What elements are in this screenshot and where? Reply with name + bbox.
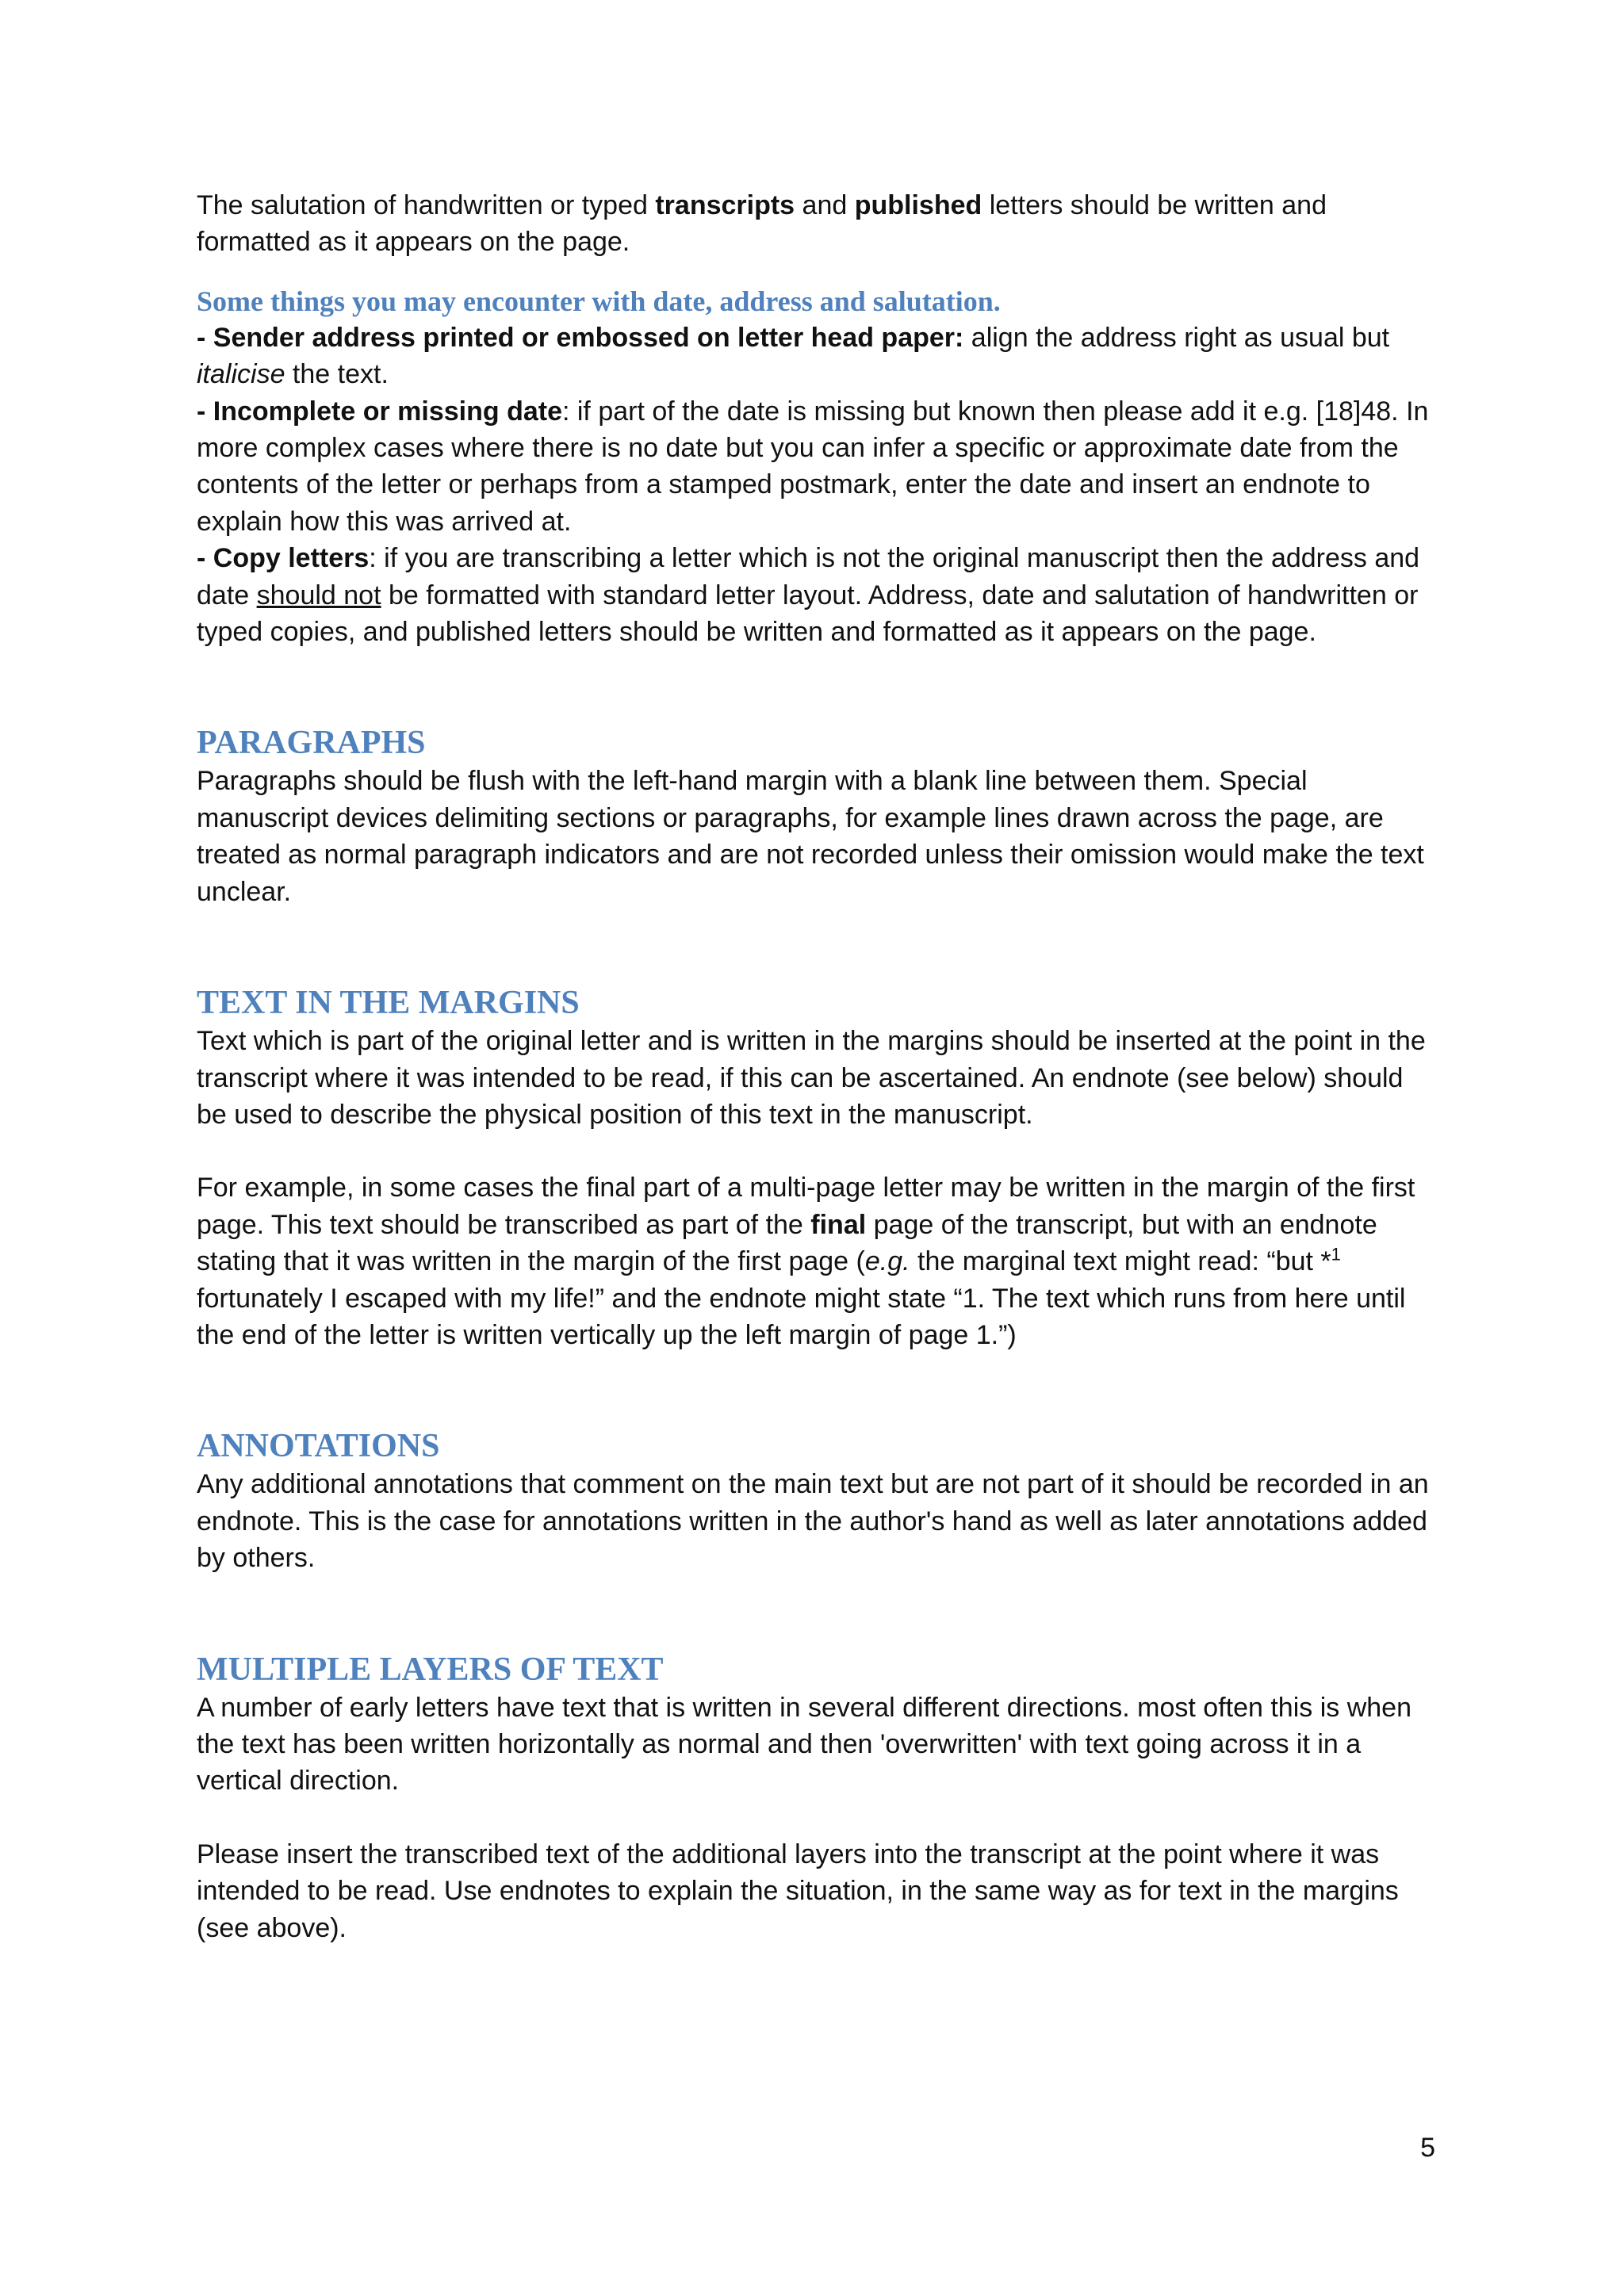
sender-address-text-end: the text. — [285, 359, 389, 390]
published-term: published — [854, 190, 982, 220]
paragraphs-heading: PARAGRAPHS — [197, 725, 426, 762]
page-number: 5 — [1420, 2133, 1435, 2163]
copy-letters-label: - Copy letters — [197, 543, 370, 574]
spacer — [197, 1353, 1434, 1426]
salutation-paragraph — [197, 187, 1434, 261]
missing-date-label: - Incomplete or missing date — [197, 396, 562, 427]
margins-paragraph-2 — [197, 1169, 1434, 1353]
salutation-text-and: and — [795, 190, 855, 220]
copy-letters-text: : if you are transcribing a letter which is not the original manuscript then the address and date — [197, 543, 1420, 610]
transcripts-term: transcripts — [655, 190, 795, 220]
layers-heading: MULTIPLE LAYERS OF TEXT — [197, 1651, 664, 1688]
margins-example-text: For example, in some cases the final part of a multi-page letter may be written in the margin of the first page. This text should be transcribed as part of the — [197, 1173, 1415, 1240]
eg-term: e.g. — [864, 1246, 910, 1277]
layers-paragraph-1: A number of early letters have text that is written in several different directions. most often this is when the text has been written horizontally as normal and then 'overwritten' with text going across it in a vertical direction. — [197, 1692, 1411, 1797]
spacer — [197, 261, 1434, 283]
spacer — [197, 1800, 1434, 1836]
layers-paragraph-2: Please insert the transcribed text of the additional layers into the transcript at the point where it was intended to be read. Use endnotes to explain the situation, in the same way as for text in the margins (see above). — [197, 1839, 1399, 1943]
copy-letters-text-end: be formatted with standard letter layout. Address, date and salutation of handwritten or typed copies, and published letters should be written and formatted as it appears on the page. — [197, 580, 1419, 648]
annotations-text: Any additional annotations that comment on the main text but are not part of it should be recorded in an endnote. This is the case for annotations written in the author's hand as well as later annotations added by others. — [197, 1469, 1429, 1574]
paragraphs-text: Paragraphs should be flush with the left-hand margin with a blank line between them. Special manuscript devices delimiting sections or paragraphs, for example lines drawn across the page, are treated as normal paragraph indicators and are not recorded unless their omission would make the text unclear. — [197, 766, 1424, 907]
margins-example-quote-end: fortunately I escaped with my life!” and the endnote might state “1. The text which runs from here until the end of the letter is written vertically up the left margin of page 1.”) — [197, 1283, 1406, 1350]
spacer — [197, 1133, 1434, 1169]
copy-letters-item — [197, 540, 1434, 650]
sender-address-label: - Sender address printed or embossed on letter head paper: — [197, 322, 964, 353]
missing-date-item — [197, 393, 1434, 541]
italicise-term: italicise — [197, 359, 285, 390]
should-not-term: should not — [256, 580, 381, 610]
final-term: final — [810, 1209, 867, 1240]
margins-heading: TEXT IN THE MARGINS — [197, 985, 580, 1022]
margins-paragraph-1: Text which is part of the original letter and is written in the margins should be inserted at the point in the transcript where it was intended to be read, if this can be ascertained. An endnote (see below) should be used to describe the physical position of this text in the manuscript. — [197, 1026, 1426, 1130]
date-address-subheading: Some things you may encounter with date, address and salutation. — [197, 285, 1001, 317]
annotations-heading: ANNOTATIONS — [197, 1428, 440, 1465]
footnote-marker: 1 — [1331, 1244, 1341, 1265]
sender-address-item — [197, 320, 1434, 393]
margins-example-text-2: page of the transcript, but with an endnote stating that it was written in the margin of the first page ( — [197, 1209, 1377, 1277]
salutation-text: The salutation of handwritten or typed — [197, 190, 656, 220]
spacer — [197, 1577, 1434, 1650]
margins-example-quote: the marginal text might read: “but * — [910, 1246, 1331, 1277]
spacer — [197, 910, 1434, 983]
missing-date-text: : if part of the date is missing but known then please add it e.g. [18]48. In more complex cases where there is no date but you can infer a specific or approximate date from the contents of the letter or perhaps from a stamped postmark, enter the date and insert an endnote to explain how this was arrived at. — [197, 396, 1429, 537]
spacer — [197, 650, 1434, 723]
salutation-text-end: letters should be written and formatted as it appears on the page. — [197, 190, 1327, 258]
page-content — [197, 187, 1434, 1946]
sender-address-text: align the address right as usual but — [963, 322, 1390, 353]
